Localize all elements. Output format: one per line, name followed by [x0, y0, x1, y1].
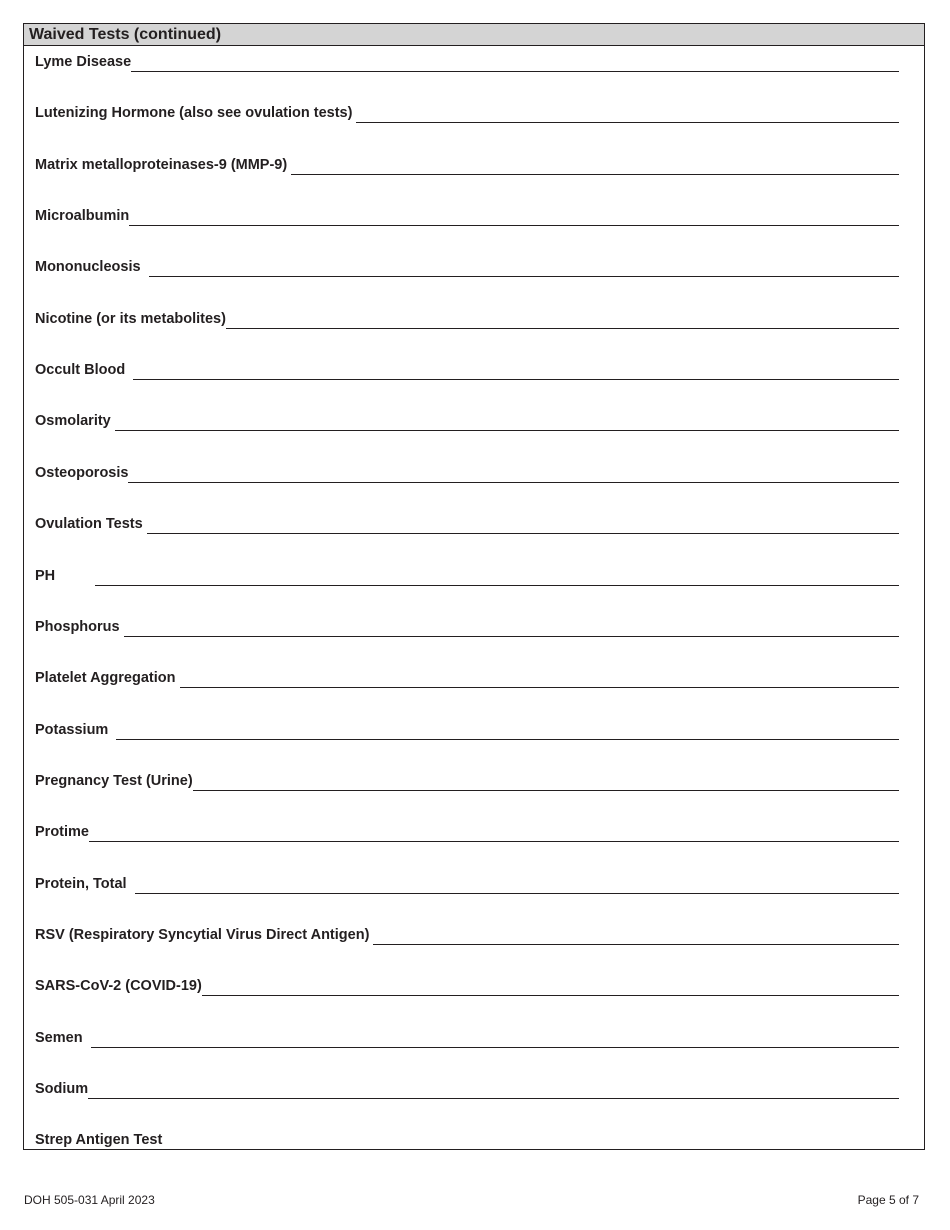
test-label: SARS-CoV-2 (COVID-19): [35, 978, 202, 995]
fill-in-line[interactable]: [193, 789, 899, 791]
test-label: RSV (Respiratory Syncytial Virus Direct Antigen): [35, 926, 370, 943]
test-row: [35, 206, 899, 226]
label-gap: [141, 259, 149, 277]
test-row: [35, 771, 899, 791]
test-row: [35, 257, 899, 277]
test-label: Microalbumin: [35, 208, 130, 225]
label-gap: [125, 362, 133, 380]
label-gap: [55, 568, 95, 586]
test-row: [35, 1130, 899, 1150]
fill-in-line[interactable]: [95, 584, 899, 586]
fill-in-line[interactable]: [129, 224, 899, 226]
waived-tests-section: [23, 23, 925, 1150]
test-label: PH: [35, 567, 56, 584]
test-label: Ovulation Tests: [35, 516, 143, 533]
test-label: Potassium: [35, 721, 109, 738]
test-label: Protein, Total: [35, 875, 127, 892]
label-gap: [108, 722, 116, 740]
test-row: [35, 1079, 899, 1099]
test-row: [35, 155, 899, 175]
test-label: Mononucleosis: [35, 259, 141, 276]
test-row: [35, 976, 899, 996]
test-row: [35, 617, 899, 637]
test-label: Phosphorus: [35, 618, 120, 635]
test-row: [35, 874, 899, 894]
test-row: [35, 103, 899, 123]
test-label: Matrix metalloproteinases-9 (MMP-9): [35, 156, 288, 173]
test-label: Platelet Aggregation: [35, 670, 176, 687]
fill-in-line[interactable]: [133, 378, 899, 380]
test-label: Lyme Disease: [35, 54, 132, 70]
test-row: [35, 925, 899, 945]
fill-in-line[interactable]: [162, 1148, 899, 1150]
fill-in-line[interactable]: [124, 635, 899, 637]
fill-in-line[interactable]: [373, 943, 899, 945]
fill-in-line[interactable]: [180, 686, 900, 688]
test-row: [35, 463, 899, 483]
test-row: [35, 668, 899, 688]
label-gap: [127, 876, 135, 894]
test-row: [35, 822, 899, 842]
fill-in-line[interactable]: [128, 481, 899, 483]
fill-in-line[interactable]: [149, 275, 899, 277]
test-row: [35, 720, 899, 740]
fill-in-line[interactable]: [135, 892, 899, 894]
fill-in-line[interactable]: [89, 840, 899, 842]
fill-in-line[interactable]: [116, 738, 899, 740]
test-label: Pregnancy Test (Urine): [35, 772, 193, 789]
test-label: Osmolarity: [35, 413, 111, 430]
test-label: Strep Antigen Test: [35, 1132, 163, 1149]
form-id: DOH 505-031 April 2023: [24, 1193, 155, 1207]
test-row: [35, 52, 899, 72]
fill-in-line[interactable]: [291, 173, 899, 175]
test-label: Lutenizing Hormone (also see ovulation tests): [35, 105, 353, 122]
test-row: [35, 566, 899, 586]
fill-in-line[interactable]: [147, 532, 899, 534]
fill-in-line[interactable]: [202, 994, 899, 996]
label-gap: [83, 1030, 91, 1048]
test-label: Semen: [35, 1029, 83, 1046]
fill-in-line[interactable]: [115, 429, 899, 431]
fill-in-line[interactable]: [131, 70, 899, 72]
test-row: [35, 514, 899, 534]
test-label: Sodium: [35, 1081, 89, 1097]
test-label: Protime: [35, 824, 89, 841]
section-title: Waived Tests (continued): [24, 24, 924, 46]
fill-in-line[interactable]: [88, 1097, 899, 1099]
test-label: Occult Blood: [35, 362, 126, 379]
test-label: Osteoporosis: [35, 464, 129, 481]
fill-in-line[interactable]: [226, 327, 899, 329]
test-label: Nicotine (or its metabolites): [35, 310, 226, 327]
fill-in-line[interactable]: [356, 121, 899, 123]
page-number: Page 5 of 7: [857, 1193, 919, 1207]
test-row: [35, 411, 899, 431]
fill-in-line[interactable]: [91, 1046, 899, 1048]
test-row: [35, 1028, 899, 1048]
test-row: [35, 309, 899, 329]
test-row: [35, 360, 899, 380]
test-list: [24, 24, 924, 1149]
